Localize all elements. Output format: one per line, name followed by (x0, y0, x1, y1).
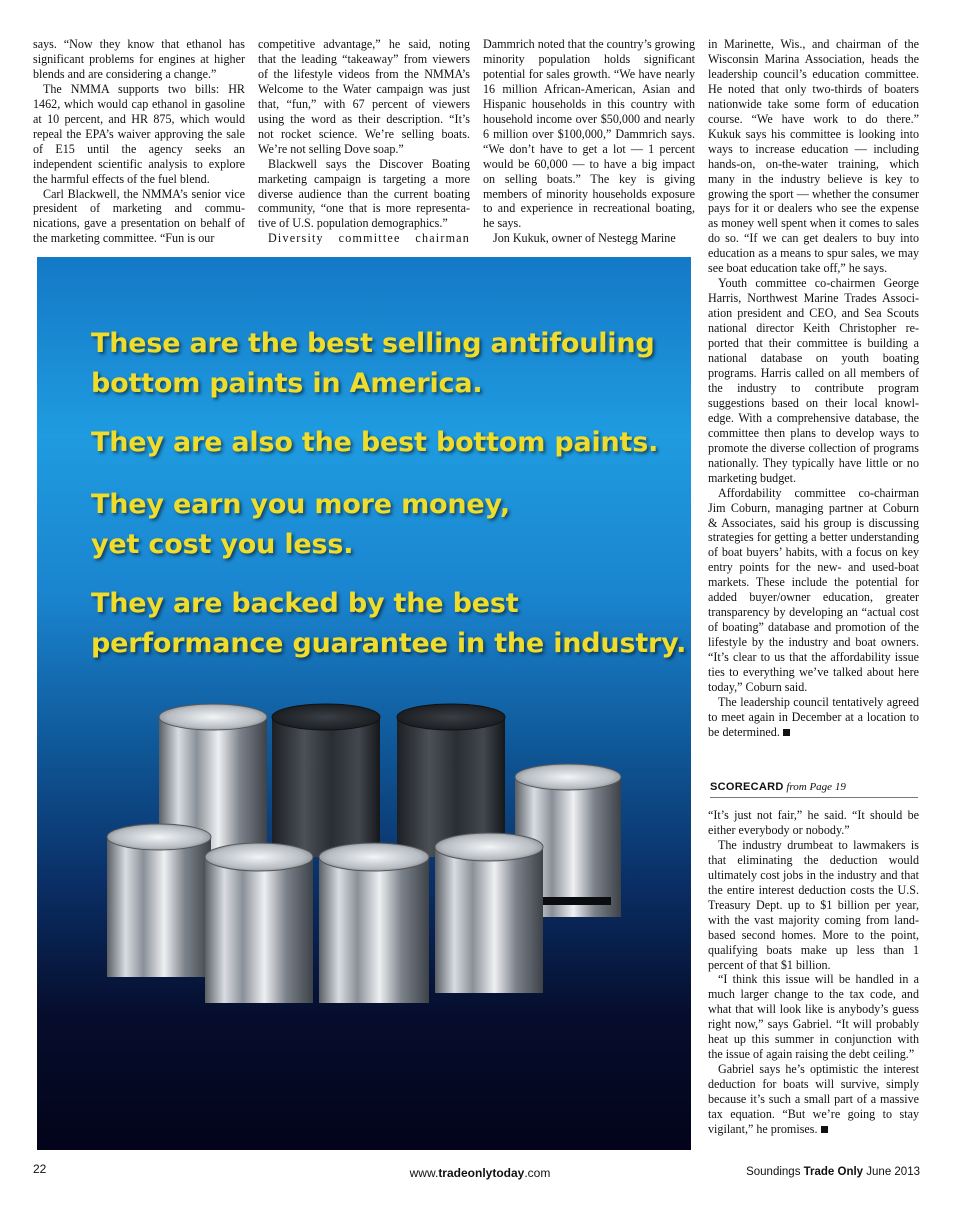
ad-text: yet cost you less. (91, 529, 354, 560)
ad-text: They are backed by the best (91, 588, 519, 619)
site-prefix: www. (409, 1166, 439, 1180)
page-number: 22 (33, 1162, 47, 1176)
paragraph-end (708, 1062, 919, 1137)
paragraph: Jon Kukuk, owner of Nestegg Marine (493, 231, 676, 246)
paragraph: “It’s just not fair,” he said. “It should be either everybody or nobody.” (708, 808, 919, 837)
article-column-4 (708, 37, 919, 740)
end-mark-icon (783, 729, 790, 736)
paragraph: in Marinette, Wis., and chairman of the Wisconsin Marina Association, heads the leadership council’s education committee. He noted that only two-thirds of boaters nationwide take some form of education course. “We have work to do there.” Kukuk says his committee is looking into ways to increase education — including hands-on, on-the-water training, which many in the industry believe is key to growing the sport — whether the consumer pays for it or dealers who see the expense as money well spent when it comes to sales do so. “If we can get dealers to buy into education as a means to spur sales, we may see boat education take off,” he says. (708, 37, 919, 276)
paint-cans-image (37, 677, 691, 1150)
pub-date: June 2013 (863, 1166, 920, 1178)
paragraph: says. “Now they know that ethanol has significant problems for engines at higher blends and are considering a change.” (33, 37, 245, 81)
paragraph: Carl Blackwell, the NMMA’s senior vice president of marketing and communications, gave a presentation on behalf of the marketing committee. “Fun is our (33, 186, 245, 246)
ad-text: They earn you more money, (91, 489, 510, 520)
pub-prefix: Soundings (746, 1166, 804, 1178)
paragraph: competitive advantage,” he said, noting that the leading “takeaway” from viewers of the lifestyle videos from the NMMA’s Welcome to the Water campaign was just that, “fun,” with 67 percent of viewers using the word as their description. “It’s not rocket science. We’re selling boats. We’re not selling Dove soap.” (258, 37, 470, 156)
paragraph: Affordability committee co-chairman Jim Coburn, managing partner at Coburn & Associates, said his group is discussing strategies for getting a better understanding of boat buyers’ habits, with a focus on key entry points for the new- and used-boat markets. These include the potential for added buyer/owner education, greater transparency by developing an “actual cost of boating” database and promotion of the lifestyle by the industry and boat owners. “It’s clear to us that the affordability issue ties to everything we’ve talked about here today,” Coburn said. (708, 485, 919, 694)
ad-text: performance guarantee in the industry. (91, 628, 687, 659)
pub-name: Trade Only (803, 1166, 864, 1178)
paragraph: Blackwell says the Discover Boating marketing campaign is targeting a more diverse audience than the current boating community, “one that is more representative of U.S. population demographics.” (258, 156, 470, 231)
paragraph-end (708, 695, 919, 740)
paragraph: Dammrich noted that the country’s growing minority population holds significant potential for sales growth. “We have nearly 16 million African-American, Asian and Hispanic households in this country with household income over $50,000 and nearly 6 million over $100,000,” Dammrich says. “We don’t have to get a lot — 1 percent would be 60,000 — to have a big impact on selling boats.” The key is giving members of minority households exposure to and experience in recreational boating, he says. (483, 37, 695, 231)
ad-text: bottom paints in America. (91, 368, 483, 399)
paragraph: Diversity committee chairman (268, 231, 470, 246)
footer-publication (746, 1166, 920, 1178)
ad-headline-4 (91, 584, 686, 664)
jump-reference: from Page 19 (786, 781, 846, 793)
article-column-2 (258, 37, 470, 246)
paragraph: Youth committee co-chairmen George Harris, Northwest Marine Trades Association president and CEO, and Sea Scouts national director Keith Christopher reported that their committee is building a national database on youth boating programs. Harris called on all members of the industry to contribute program suggestions based on their local knowledge. With a comprehensive database, the committee then plans to develop ways to promote the diverse collection of programs nationally. They typically have little or no marketing budget. (708, 276, 919, 485)
ad-text: They are also the best bottom paints. (91, 427, 659, 458)
end-mark-icon (821, 1126, 828, 1133)
paragraph: “I think this issue will be handled in a much larger change to the tax code, and what that will look like is anybody’s guess right now,” says Gabriel. “It will probably heat up this summer in conjunction with the issue of again raising the debt ceiling.” (708, 972, 919, 1062)
section-label: SCORECARD (710, 781, 784, 793)
site-suffix: .com (524, 1166, 551, 1180)
paragraph: The industry drumbeat to lawmakers is that eliminating the deduction would ultimately cost jobs in the industry and that the entire interest deduction costs the U.S. Treasury Dept. up to $1 billion per year, with the vast majority coming from land-based second homes. More to the point, qualifying boats make up less than 1 percent of that $1 billion. (708, 837, 919, 972)
ad-headline-1 (91, 324, 655, 404)
article-column-4b (708, 808, 919, 1137)
article-column-3 (483, 37, 695, 246)
paragraph: The NMMA supports two bills: HR 1462, which would cap ethanol in gasoline at 10 percent, and HR 875, which would repeal the EPA’s waiver approving the sale of E15 until the agency seeks an independent scientific analysis to explore the harmful effects of the fuel blend. (33, 81, 245, 186)
paragraph-text: The leadership council tentatively agreed to meet again in December at a location to be determined. (708, 694, 919, 739)
advertisement (37, 257, 691, 1150)
ad-text: These are the best selling antifouling (91, 328, 655, 359)
ad-headline-3 (91, 485, 510, 565)
scorecard-jump-head (710, 781, 918, 798)
article-column-1 (33, 37, 245, 246)
paragraph-text: Gabriel says he’s optimistic the interest deduction for boats will survive, simply because it’s such a small part of a massive tax equation. “But we’re going to stay vigilant,” he promises. (708, 1062, 919, 1137)
ad-headline-2 (91, 423, 658, 463)
site-name: tradeonlytoday (438, 1166, 525, 1180)
